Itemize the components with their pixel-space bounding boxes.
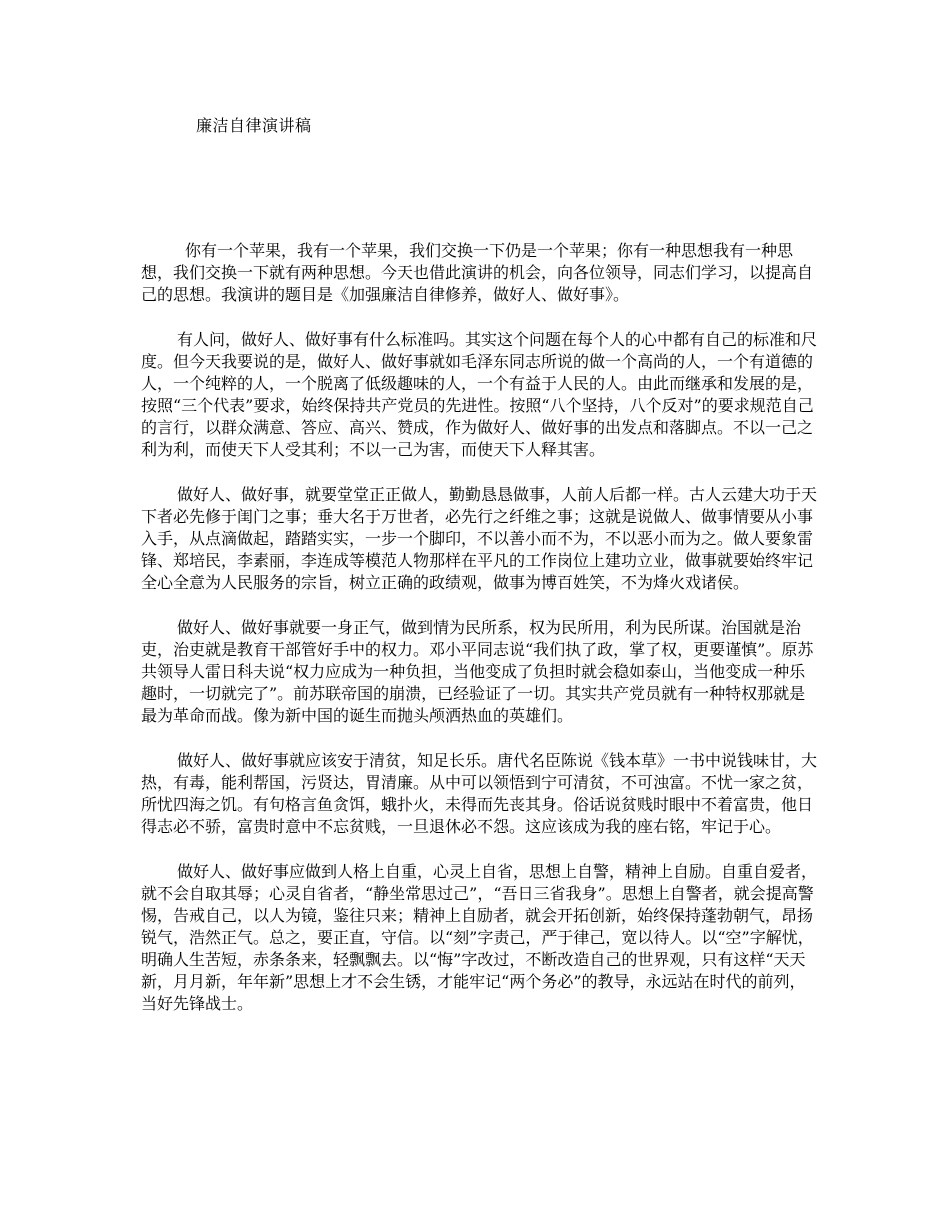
document-body: [141, 240, 821, 1038]
paragraph-6: 做好人、做好事应做到人格上自重，心灵上自省，思想上自警，精神上自励。自重自爱者，就不会自取其辱；心灵自省者，“静坐常思过己”，“吾日三省我身”。思想上自警者，就会提高警惕，告戒自己，以人为镜，鉴往只来；精神上自励者，就会开拓创新，始终保持蓬勃朝气，昂扬锐气，浩然正气。总之，要正直，守信。以“刻”字责己，严于律己，宽以待人。以“空”字解忧，明确人生苦短，赤条条来，轻飘飘去。以“悔”字改过，不断改造自己的世界观，只有这样“天天新，月月新，年年新”思想上才不会生锈，才能牢记“两个务必”的教导，永远站在时代的前列，当好先锋战士。: [141, 862, 818, 1013]
paragraph-3: 做好人、做好事，就要堂堂正正做人，勤勤恳恳做事，人前人后都一样。古人云建大功于天下者必先修于闺门之事；垂大名于万世者，必先行之纤维之事；这就是说做人、做事情要从小事入手，从点滴做起，踏踏实实，一步一个脚印，不以善小而不为，不以恶小而为之。做人要象雷锋、郑培民，李素丽，李连成等模范人物那样在平凡的工作岗位上建功立业，做事就要始终牢记全心全意为人民服务的宗旨，树立正确的政绩观，做事为博百姓笑，不为烽火戏诸侯。: [141, 485, 818, 592]
document-title: 廉洁自律演讲稿: [196, 116, 312, 135]
paragraph-2: 有人问，做好人、做好事有什么标准吗。其实这个问题在每个人的心中都有自己的标准和尺度。但今天我要说的是，做好人、做好事就如毛泽东同志所说的做一个高尚的人，一个有道德的人，一个纯粹的人，一个脱离了低级趣味的人，一个有益于人民的人。由此而继承和发展的是，按照“三个代表”要求，始终保持共产党员的先进性。按照“八个坚持，八个反对”的要求规范自己的言行，以群众满意、答应、高兴、赞成，作为做好人、做好事的出发点和落脚点。不以一己之利为利，而使天下人受其利；不以一己为害，而使天下人释其害。: [141, 330, 818, 459]
paragraph-1: 你有一个苹果，我有一个苹果，我们交换一下仍是一个苹果；你有一种思想我有一种思想，我们交换一下就有两种思想。今天也借此演讲的机会，向各位领导，同志们学习，以提高自己的思想。我演讲的题目是《加强廉洁自律修养，做好人、做好事》。: [141, 241, 814, 304]
paragraph-5: 做好人、做好事就应该安于清贫，知足长乐。唐代名臣陈说《钱本草》一书中说钱味甘，大热，有毒，能利帮国，污贤达，胃清廉。从中可以领悟到宁可清贫，不可浊富。不忧一家之贫，所忧四海之饥。有句格言鱼贪饵，蛾扑火，未得而先丧其身。俗话说贫贱时眼中不着富贵，他日得志必不骄，富贵时意中不忘贫贱，一旦退休必不怨。这应该成为我的座右铭，牢记于心。: [141, 751, 818, 836]
paragraph-4: 做好人、做好事就要一身正气，做到情为民所系，权为民所用，利为民所谋。治国就是治吏，治吏就是教育干部管好手中的权力。邓小平同志说“我们执了政，掌了权，更要谨慎”。原苏共领导人雷日科夫说“权力应成为一种负担，当他变成了负担时就会稳如泰山，当他变成一种乐趣时，一切就完了”。前苏联帝国的崩溃，已经验证了一切。其实共产党员就有一种特权那就是最为革命而战。像为新中国的诞生而抛头颅洒热血的英雄们。: [141, 618, 814, 725]
